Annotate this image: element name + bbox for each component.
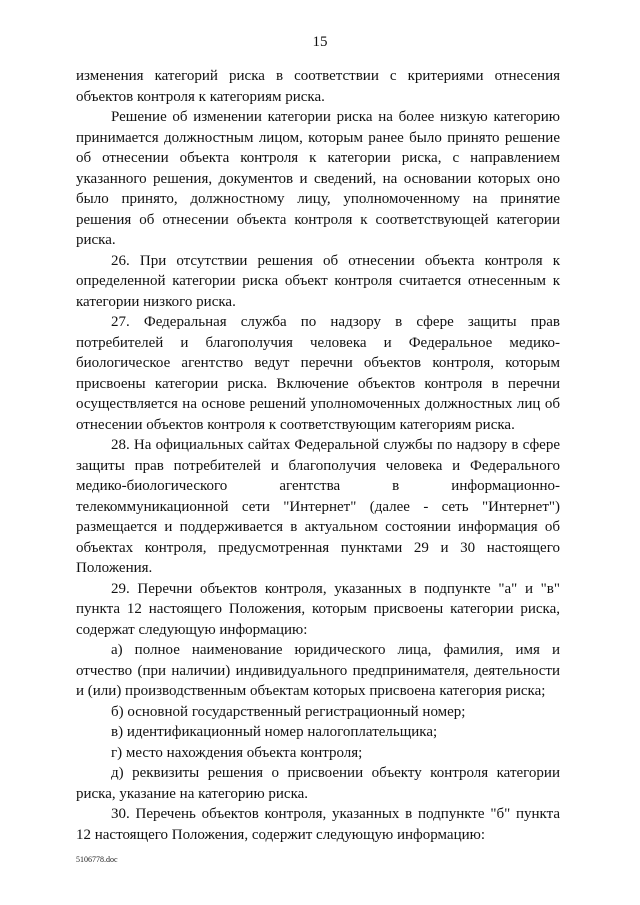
list-item: в) идентификационный номер налогоплательщика; bbox=[111, 724, 438, 740]
paragraph: Решение об изменении категории риска на более низкую категорию принимается должностным лицом, которым ранее было принято решение об отнесении объекта контроля к категории риска, с направлением указанного решения, документов и сведений, на основании которых оно было принято, должностному лицу, уполномоченному на принятие решения об отнесении объекта контроля к соответствующей категории риска. bbox=[76, 109, 560, 248]
paragraph: 29. Перечни объектов контроля, указанных в подпункте "а" и "в" пункта 12 настоящего Положения, которым присвоены категории риска, содержат следующую информацию: bbox=[76, 580, 560, 638]
paragraph: 26. При отсутствии решения об отнесении объекта контроля к определенной категории риска объект контроля считается отнесенным к категории низкого риска. bbox=[76, 252, 560, 310]
footer-document-code: 5106778.doc bbox=[76, 855, 118, 864]
list-item: а) полное наименование юридического лица, фамилия, имя и отчество (при наличии) индивидуального предпринимателя, деятельности и (или) производственным объектам которых присвоена категория риска; bbox=[76, 642, 560, 699]
paragraph: изменения категорий риска в соответствии с критериями отнесения объектов контроля к категориям риска. bbox=[76, 68, 560, 105]
list-item: д) реквизиты решения о присвоении объекту контроля категории риска, указание на категорию риска. bbox=[76, 765, 560, 802]
document-body bbox=[76, 66, 560, 845]
paragraph: 27. Федеральная служба по надзору в сфере защиты прав потребителей и благополучия человека и Федеральное медико-биологическое агентство ведут перечни объектов контроля, которым присвоены категории риска. Включение объектов контроля в перечни осуществляется на основе решений уполномоченных должностных лиц об отнесении объектов контроля к соответствующим категориям риска. bbox=[76, 314, 560, 433]
paragraph: 28. На официальных сайтах Федеральной службы по надзору в сфере защиты прав потребителей и благополучия человека и Федерального медико-биологического агентства в информационно-телекоммуникационной сети "Интернет" (далее - сеть "Интернет") размещается и поддерживается в актуальном состоянии информация об объектах контроля, предусмотренная пунктами 29 и 30 настоящего Положения. bbox=[76, 437, 560, 576]
paragraph: 30. Перечень объектов контроля, указанных в подпункте "б" пункта 12 настоящего Положения, содержит следующую информацию: bbox=[76, 806, 560, 843]
list-item: г) место нахождения объекта контроля; bbox=[111, 744, 363, 761]
list-item: б) основной государственный регистрационный номер; bbox=[111, 703, 466, 720]
page-number: 15 bbox=[312, 34, 328, 50]
